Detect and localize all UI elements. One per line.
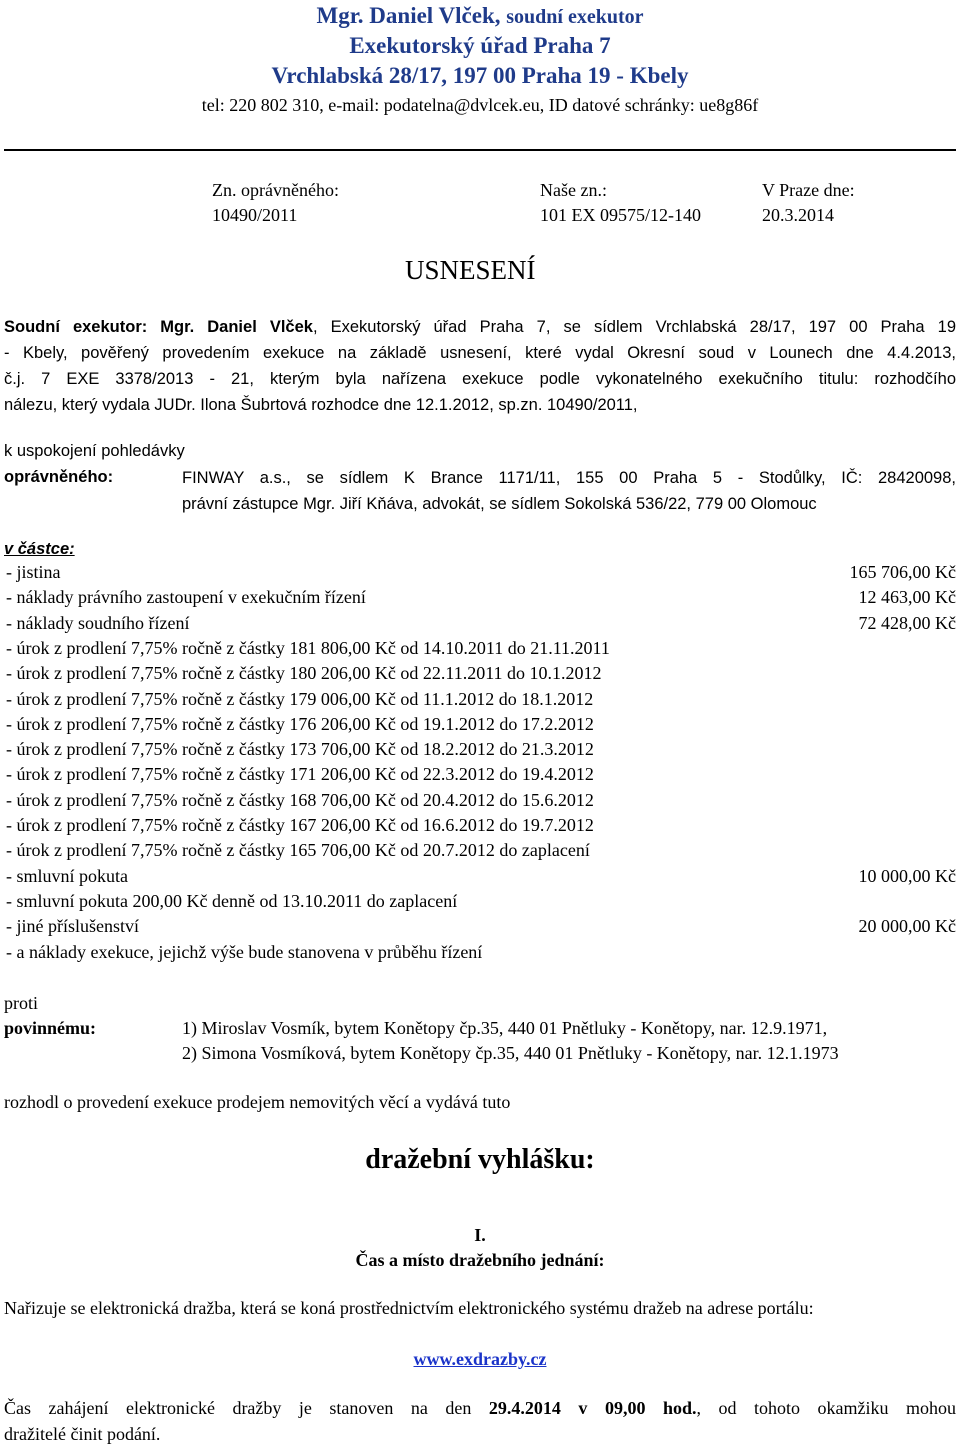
intro-line-2: - Kbely, pověřený provedením exekuce na základě usnesení, které vydal Okresní soud v Lounech dne 4.4.2013,: [4, 344, 956, 362]
amount-item: - úrok z prodlení 7,75% ročně z částky 173 706,00 Kč od 18.2.2012 do 21.3.2012: [6, 739, 594, 759]
amount-value: 20 000,00 Kč: [858, 916, 956, 936]
intro-label: Soudní exekutor:: [4, 318, 148, 336]
amount-item: - jiné příslušenství: [6, 916, 139, 936]
intro-line-3: č.j. 7 EXE 3378/2013 - 21, kterým byla nařízena exekuce podle vykonatelného exekučního titulu: rozhodčího: [4, 370, 956, 388]
meta-our-ref-label: Naše zn.:: [540, 180, 607, 200]
header-name-line: [0, 1, 960, 32]
amount-item: - smluvní pokuta: [6, 866, 128, 886]
debtors-label: povinnému:: [4, 1018, 97, 1038]
amount-item: - úrok z prodlení 7,75% ročně z částky 168 706,00 Kč od 20.4.2012 do 15.6.2012: [6, 790, 594, 810]
start-text-c: dražitelé činit podání.: [4, 1424, 161, 1444]
meta-our-ref-value: 101 EX 09575/12-140: [540, 205, 701, 225]
start-text-b: , od tohoto okamžiku mohou: [696, 1398, 957, 1418]
start-paragraph: [4, 1395, 956, 1447]
start-date: 29.4.2014 v 09,00 hod.: [488, 1398, 697, 1418]
amount-item: - úrok z prodlení 7,75% ročně z částky 171 206,00 Kč od 22.3.2012 do 19.4.2012: [6, 764, 594, 784]
amount-value: 72 428,00 Kč: [858, 613, 956, 633]
meta-creditor-ref-label: Zn. oprávněného:: [212, 180, 339, 200]
section-number: I.: [474, 1225, 486, 1245]
amount-item: - a náklady exekuce, jejichž výše bude stanovena v průběhu řízení: [6, 942, 483, 962]
meta-date-label: V Praze dne:: [762, 180, 855, 200]
amount-item: - úrok z prodlení 7,75% ročně z částky 176 206,00 Kč od 19.1.2012 do 17.2.2012: [6, 714, 594, 734]
auction-notice-title: dražební vyhlášku:: [365, 1144, 595, 1175]
intro-executor-name: Mgr. Daniel Vlček: [160, 318, 313, 336]
portal-link[interactable]: www.exdrazby.cz: [413, 1349, 547, 1369]
claim-party: [182, 465, 956, 517]
amount-item: - úrok z prodlení 7,75% ročně z částky 179 006,00 Kč od 11.1.2012 do 18.1.2012: [6, 689, 594, 709]
debtor-1: 1) Miroslav Vosmík, bytem Konětopy čp.35, 440 01 Pnětluky - Konětopy, nar. 12.9.1971,: [182, 1018, 828, 1038]
debtor-2: 2) Simona Vosmíková, bytem Konětopy čp.35, 440 01 Pnětluky - Konětopy, nar. 12.1.1973: [182, 1043, 839, 1063]
amount-value: 12 463,00 Kč: [858, 587, 956, 607]
header-contact: tel: 220 802 310, e-mail: podatelna@dvlcek.eu, ID datové schránky: ue8g86f: [201, 95, 759, 115]
executor-role: soudní exekutor: [506, 6, 644, 28]
amount-value: 10 000,00 Kč: [858, 866, 956, 886]
header-divider: [4, 149, 956, 151]
claim-line-1: FINWAY a.s., se sídlem K Brance 1171/11, 155 00 Praha 5 - Stodůlky, IČ: 28420098,: [182, 469, 956, 487]
intro-line-1: , Exekutorský úřad Praha 7, se sídlem Vrchlabská 28/17, 197 00 Praha 19: [312, 318, 956, 336]
section-text: Nařizuje se elektronická dražba, která se koná prostřednictvím elektronického systému dražeb na adrese portálu:: [4, 1298, 814, 1318]
meta-date-value: 20.3.2014: [762, 205, 834, 225]
decision-text: rozhodl o provedení exekuce prodejem nemovitých věcí a vydává tuto: [4, 1092, 511, 1112]
amounts-heading: v částce:: [4, 540, 75, 558]
meta-creditor-ref-value: 10490/2011: [212, 205, 298, 225]
debtors-proti: proti: [4, 993, 38, 1013]
amount-item: - úrok z prodlení 7,75% ročně z částky 167 206,00 Kč od 16.6.2012 do 19.7.2012: [6, 815, 594, 835]
amount-item: - úrok z prodlení 7,75% ročně z částky 181 806,00 Kč od 14.10.2011 do 21.11.2011: [6, 638, 610, 658]
header-office: Exekutorský úřad Praha 7: [349, 33, 611, 58]
amount-item: - úrok z prodlení 7,75% ročně z částky 165 706,00 Kč od 20.7.2012 do zaplacení: [6, 840, 590, 860]
executor-name: Mgr. Daniel Vlček,: [316, 3, 501, 28]
claim-line-2: právní zástupce Mgr. Jiří Kňáva, advokát, se sídlem Sokolská 536/22, 779 00 Olomouc: [182, 495, 817, 513]
amount-item: - náklady soudního řízení: [6, 613, 190, 633]
amount-item: - náklady právního zastoupení v exekučním řízení: [6, 587, 366, 607]
amount-value: 165 706,00 Kč: [849, 562, 956, 582]
start-text-a: Čas zahájení elektronické dražby je stanoven na den: [4, 1398, 472, 1418]
header-address: Vrchlabská 28/17, 197 00 Praha 19 - Kbely: [271, 63, 689, 88]
section-heading: Čas a místo dražebního jednání:: [355, 1250, 605, 1270]
amount-item: - jistina: [6, 562, 61, 582]
amount-item: - smluvní pokuta 200,00 Kč denně od 13.10.2011 do zaplacení: [6, 891, 458, 911]
amount-item: - úrok z prodlení 7,75% ročně z částky 180 206,00 Kč od 22.11.2011 do 10.1.2012: [6, 663, 602, 683]
claim-label: oprávněného:: [4, 468, 114, 486]
claim-intro: k uspokojení pohledávky: [4, 442, 185, 460]
intro-paragraph: [4, 314, 956, 418]
intro-line-4: nálezu, který vydala JUDr. Ilona Šubrtová rozhodce dne 12.1.2012, sp.zn. 10490/2011,: [4, 396, 638, 414]
document-heading: USNESENÍ: [405, 255, 536, 285]
